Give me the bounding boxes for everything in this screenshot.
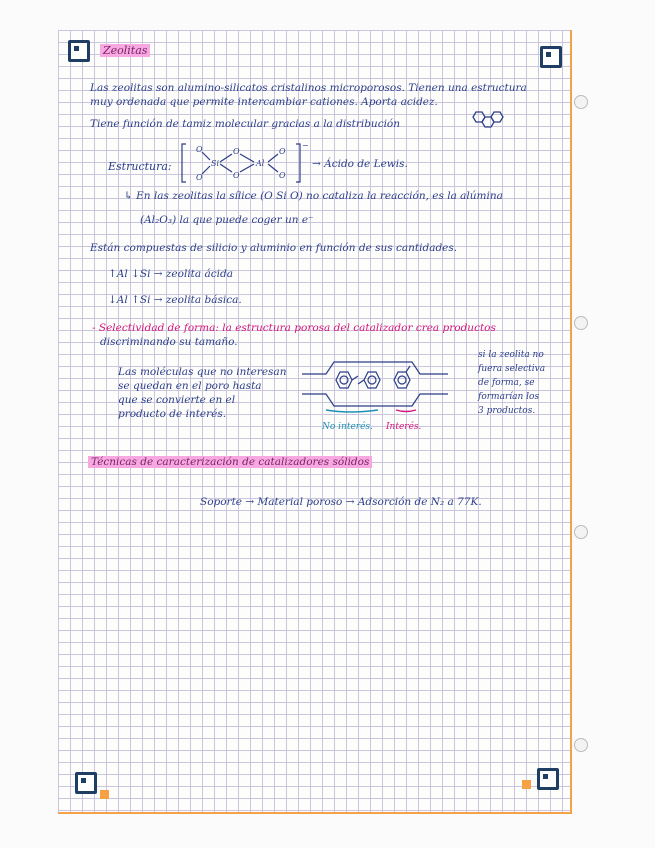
zeolite-structure-diagram <box>180 140 310 186</box>
pore-diagram <box>300 354 450 414</box>
svg-text:O: O <box>233 147 240 156</box>
basica-line: ↓Al ↑Si → zeolita básica. <box>108 294 242 306</box>
svg-text:Al: Al <box>256 159 265 168</box>
text-line: discriminando su tamaño. <box>100 336 238 348</box>
estructura-label: Estructura: <box>108 160 172 173</box>
corner-mark-top-right-icon <box>540 46 562 68</box>
binder-hole-icon <box>574 738 588 752</box>
svg-text:O: O <box>196 145 203 154</box>
side-note-line: si la zeolita no <box>478 350 544 360</box>
side-note-line: formarían los <box>478 392 540 402</box>
text-line: que se convierte en el <box>118 394 236 406</box>
svg-text:O: O <box>279 147 286 156</box>
interes-label: Interés. <box>386 422 422 432</box>
text-line: muy ordenada que permite intercambiar cationes. Aporta acidez. <box>90 96 438 108</box>
corner-mark-top-left-icon <box>68 40 90 62</box>
text-line: Están compuestas de silicio y aluminio en función de sus cantidades. <box>90 242 458 254</box>
section-heading: Técnicas de caracterización de catalizadores sólidos <box>88 456 372 468</box>
svg-text:O: O <box>233 171 240 180</box>
text-line: Las moléculas que no interesan <box>118 366 287 378</box>
text-line: Las zeolitas son alumino-silicatos cristalinos microporosos. Tienen una estructura <box>90 82 527 94</box>
text-line: se quedan en el poro hasta <box>118 380 262 392</box>
binder-hole-icon <box>574 95 588 109</box>
svg-text:−: − <box>302 141 309 150</box>
text-line: Tiene función de tamiz molecular gracias a la distribución <box>90 118 401 130</box>
no-interes-label: No interés. <box>322 422 373 432</box>
svg-text:O: O <box>279 171 286 180</box>
text-line: producto de interés. <box>118 408 227 420</box>
binder-hole-icon <box>574 525 588 539</box>
orange-square-icon <box>100 790 109 799</box>
svg-text:O: O <box>196 173 203 182</box>
soporte-line: Soporte → Material poroso → Adsorción de N₂ a 77K. <box>200 496 482 508</box>
corner-mark-bottom-right-icon <box>537 768 559 790</box>
corner-mark-bottom-left-icon <box>75 772 97 794</box>
hexagon-rings-icon <box>468 110 508 134</box>
side-note-line: fuera selectiva <box>478 364 546 374</box>
svg-text:Si: Si <box>211 159 220 168</box>
side-note-line: de forma, se <box>478 378 535 388</box>
page-title: Zeolitas <box>100 44 150 57</box>
acida-line: ↑Al ↓Si → zeolita ácida <box>108 268 233 280</box>
binder-hole-icon <box>574 316 588 330</box>
acido-lewis-label: → Ácido de Lewis. <box>312 158 408 170</box>
text-line: ↳ En las zeolitas la sílice (O Si O) no cataliza la reacción, es la alúmina <box>124 190 503 202</box>
text-line: (Al₂O₃) la que puede coger un e⁻ <box>140 214 314 226</box>
selectividad-line: - Selectividad de forma: la estructura porosa del catalizador crea productos <box>92 322 496 334</box>
orange-square-icon <box>522 780 531 789</box>
side-note-line: 3 productos. <box>478 406 536 416</box>
notebook-page <box>58 30 572 814</box>
